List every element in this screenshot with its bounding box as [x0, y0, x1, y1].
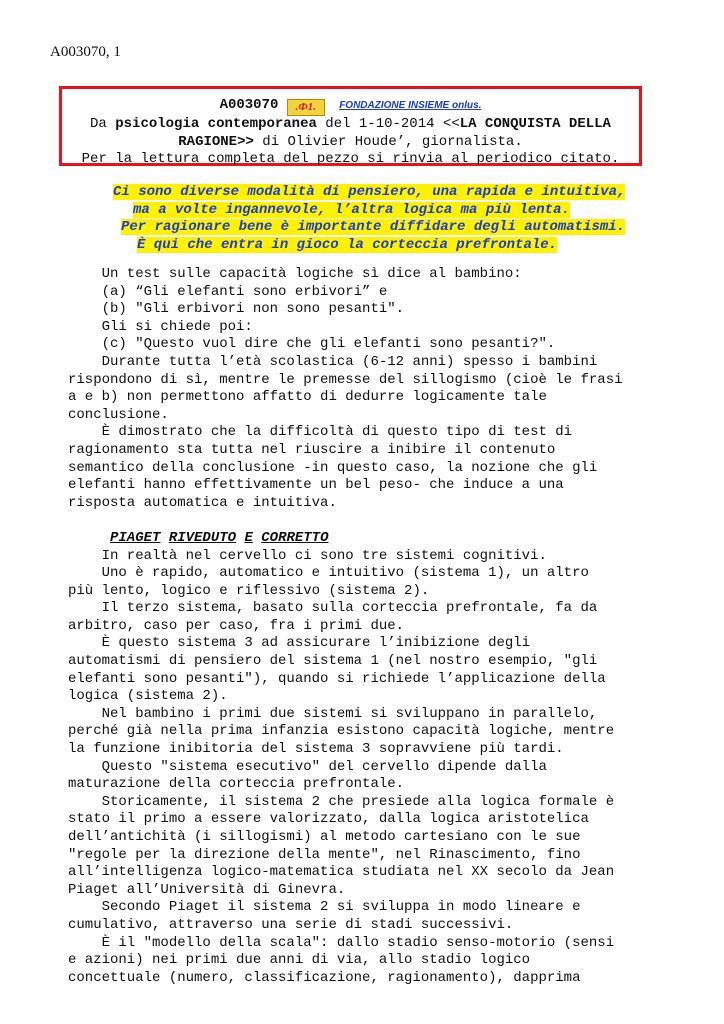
body-line: "regole per la direzione della mente", nel Rinascimento, fino	[68, 846, 581, 863]
summary-line: Per ragionare bene è importante diffidare degli automatismi.	[121, 219, 626, 235]
body-line: conclusione.	[68, 406, 169, 423]
body-line: a e b) non permettono affatto di dedurre logicamente tale	[68, 389, 547, 406]
body-line: È il "modello della scala": dallo stadio senso-motorio (sensi	[68, 934, 615, 951]
body-line: (c) "Questo vuol dire che gli elefanti sono pesanti?".	[68, 336, 556, 353]
source-name: psicologia contemporanea	[115, 116, 317, 132]
body-line: rispondono di sì, mentre le premesse del sillogismo (cioè le frasi	[68, 371, 623, 388]
body-line: arbitro, caso per caso, fra i primi due.	[68, 617, 405, 634]
document-code: A003070	[219, 97, 279, 113]
body-line: Piaget all’Università di Ginevra.	[68, 881, 346, 898]
source-date: del 1-10-2014 <<	[316, 116, 460, 132]
foundation-logo: .Ф1.	[287, 99, 325, 116]
header-line-2	[62, 116, 639, 134]
body-line: Un test sulle capacità logiche sì dice al bambino:	[68, 266, 522, 282]
article-title-part2: RAGIONE>>	[178, 133, 254, 150]
body-line: Durante tutta l’età scolastica (6-12 anni) spesso i bambini	[68, 353, 598, 370]
body-line: In realtà nel cervello ci sono tre sistemi cognitivi.	[68, 547, 547, 564]
summary-line: Ci sono diverse modalità di pensiero, una rapida e intuitiva,	[113, 184, 626, 200]
header-line-4: Per la lettura completa del pezzo si rinvia al periodico citato.	[81, 151, 620, 167]
body-line: più lento, logico e riflessivo (sistema 2).	[68, 582, 430, 599]
body-line: Gli si chiede poi:	[68, 318, 253, 335]
summary-highlight	[113, 184, 673, 254]
foundation-link[interactable]: FONDAZIONE INSIEME onlus.	[339, 100, 482, 111]
body-line: elefanti sono pesanti"), quando si richiede l’applicazione della	[68, 670, 606, 687]
body-line: all’intelligenza logico-matematica studiata nel XX secolo da Jean	[68, 864, 615, 881]
body-line: cumulativo, attraverso una serie di stadi successivi.	[68, 916, 514, 933]
body-line: e azioni) nei primi due anni di via, allo stadio logico	[68, 952, 531, 969]
body-line: concettuale (numero, classificazione, ragionamento), dapprima	[68, 969, 581, 986]
body-line: (b) "Gli erbivori non sono pesanti".	[68, 301, 405, 318]
body-line: È dimostrato che la difficoltà di questo tipo di test di	[68, 424, 573, 441]
summary-line: È qui che entra in gioco la corteccia prefrontale.	[137, 236, 558, 253]
body-line: semantico della conclusione -in questo caso, la nozione che gli	[68, 459, 598, 476]
body-line: risposta automatica e intuitiva.	[68, 494, 337, 511]
body-line: automatismi di pensiero del sistema 1 (nel nostro esempio, "gli	[68, 653, 598, 670]
body-line: perché già nella prima infanzia esistono capacità logiche, mentre	[68, 723, 615, 740]
body-line: dell’antichità (i sillogismi) al metodo cartesiano con le sue	[68, 829, 581, 845]
header-line-1	[62, 97, 639, 116]
section-title: PIAGET RIVEDUTO E CORRETTO	[110, 529, 329, 546]
body-line: stato il primo a essere valorizzato, dalla logica aristotelica	[68, 811, 589, 828]
body-line: Storicamente, il sistema 2 che presiede alla logica formale è	[68, 793, 615, 810]
body-line: Uno è rapido, automatico e intuitivo (sistema 1), un altro	[68, 565, 589, 582]
body-line: elefanti hanno effettivamente un bel peso- che induce a una	[68, 477, 564, 494]
body-line: ragionamento sta tutta nel riuscire a inibire il contenuto	[68, 441, 556, 458]
author-credit: di Olivier Houde’, giornalista.	[253, 133, 523, 150]
header-line-3	[62, 134, 639, 152]
body-line: Il terzo sistema, basato sulla corteccia prefrontale, fa da	[68, 600, 598, 617]
source-prefix: Da	[90, 116, 116, 132]
article-title-part1: LA CONQUISTA DELLA	[459, 116, 611, 132]
body-line: Secondo Piaget il sistema 2 si sviluppa in modo lineare e	[68, 899, 581, 916]
page-identifier: A003070, 1	[50, 44, 121, 60]
body-line: logica (sistema 2).	[68, 688, 228, 705]
body-line: È questo sistema 3 ad assicurare l’inibizione degli	[68, 635, 531, 652]
body-line: Questo "sistema esecutivo" del cervello dipende dalla	[68, 758, 547, 775]
summary-line: ma a volte ingannevole, l’altra logica ma più lenta.	[133, 201, 570, 218]
body-line: maturazione della corteccia prefrontale.	[68, 776, 405, 793]
article-body	[68, 266, 678, 987]
paragraph-gap	[68, 512, 678, 530]
body-line: Nel bambino i primi due sistemi si sviluppano in parallelo,	[68, 705, 598, 722]
header-box	[59, 86, 642, 166]
body-line: (a) “Gli elefanti sono erbivori” e	[68, 283, 388, 300]
body-line: la funzione inibitoria del sistema 3 sopravviene più tardi.	[68, 741, 564, 758]
